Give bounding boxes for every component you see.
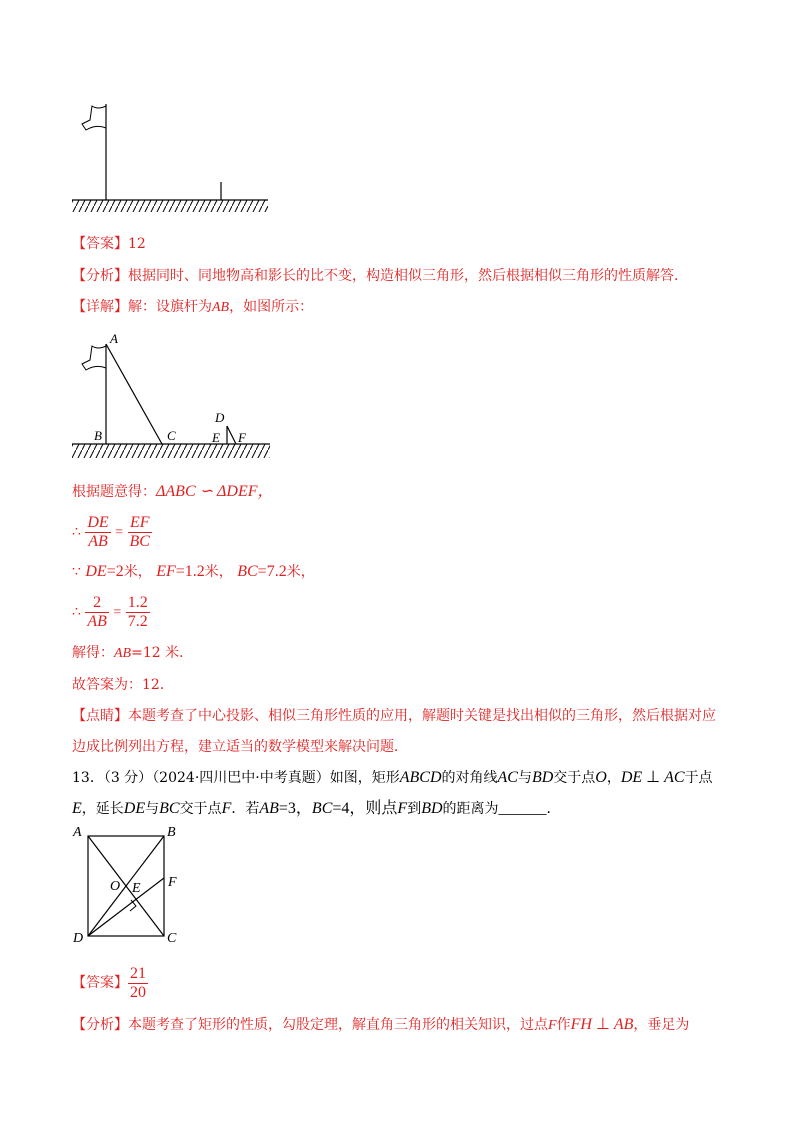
q13-line-2 bbox=[72, 799, 561, 819]
because-symbol: ∵ bbox=[72, 564, 81, 580]
frac2-num-1: 2 bbox=[85, 594, 109, 613]
q13-text-2b: 与 bbox=[145, 801, 160, 817]
q13-text-b: 的对角线 bbox=[441, 770, 498, 786]
ratio-line-1 bbox=[72, 512, 152, 553]
figure-flagpole-scene bbox=[70, 98, 270, 218]
frac-den-bc: BC bbox=[129, 532, 150, 550]
frac-num-ef: EF bbox=[128, 514, 152, 533]
given-de: DE bbox=[85, 563, 107, 580]
label-e: E bbox=[212, 430, 220, 445]
ground-hatch-2 bbox=[72, 444, 270, 458]
final-answer-line: 故答案为：12． bbox=[72, 677, 174, 693]
q13-text-f: 于点 bbox=[684, 770, 713, 786]
q13-e: E bbox=[72, 800, 82, 817]
fraction-2-ab bbox=[85, 594, 109, 631]
analysis-tag: 【分析】 bbox=[72, 268, 128, 284]
step1-line bbox=[72, 482, 274, 502]
frac-den-ab: AB bbox=[88, 532, 108, 550]
q13-text-2a: ，延长 bbox=[81, 801, 124, 817]
analysis-line bbox=[72, 266, 688, 286]
sep-2: ， bbox=[218, 564, 233, 580]
q13-ab: AB bbox=[259, 800, 279, 817]
q13-perp: ⊥ bbox=[642, 769, 665, 786]
q13-answer-blank: ______ bbox=[498, 800, 547, 817]
q13-de-2: DE bbox=[123, 800, 146, 817]
solve-val: =12 米． bbox=[131, 645, 194, 661]
solve-var: AB bbox=[114, 646, 132, 661]
detail-tag: 【详解】 bbox=[72, 299, 128, 315]
fraction-ef-bc bbox=[128, 514, 152, 551]
ground-hatch bbox=[72, 200, 268, 212]
label-e: E bbox=[132, 881, 141, 896]
given-de-val: =2 bbox=[106, 563, 124, 580]
shadow-ray-ac bbox=[106, 344, 162, 444]
q13-bd: BD bbox=[531, 769, 554, 786]
q13-answer-fraction bbox=[128, 965, 148, 1002]
therefore-symbol-2: ∴ bbox=[72, 604, 81, 620]
q13-text-2d: ．若 bbox=[231, 801, 260, 817]
solve-prefix: 解得： bbox=[72, 645, 114, 661]
q13-text-2f: 的距离为 bbox=[442, 801, 499, 817]
q13-answer-den: 20 bbox=[130, 983, 146, 1001]
q13-f-2: F bbox=[397, 800, 408, 817]
unit-1: 米 bbox=[123, 564, 138, 580]
flag bbox=[82, 106, 106, 130]
fraction-12-72 bbox=[126, 594, 150, 631]
shadow-ray-df bbox=[227, 426, 236, 444]
given-bc: BC bbox=[237, 563, 258, 580]
q13-bc-val: =4，则点 bbox=[332, 800, 398, 817]
q13-ac: AC bbox=[497, 769, 518, 786]
fraction-de-ab bbox=[85, 514, 110, 551]
q13-score: （3 分） bbox=[103, 770, 153, 786]
q13-analysis-perp: ⊥ bbox=[591, 1016, 614, 1033]
q13-f: F bbox=[221, 800, 232, 817]
q13-text-a: 如图，矩形 bbox=[329, 770, 400, 786]
given-ef-val: =1.2 bbox=[175, 563, 205, 580]
frac2-den-2: 7.2 bbox=[127, 612, 148, 630]
comment-tag: 【点睛】 bbox=[72, 708, 128, 724]
figure-similar-triangles bbox=[70, 330, 274, 466]
step1-expr: ΔABC ∽ ΔDEF， bbox=[156, 483, 274, 500]
frac2-den-ab: AB bbox=[87, 612, 107, 630]
label-a: A bbox=[73, 825, 82, 840]
sep-1: ， bbox=[137, 564, 152, 580]
q13-ab-val: =3， bbox=[278, 800, 312, 817]
q13-number: 13． bbox=[72, 770, 104, 786]
q13-bd-2: BD bbox=[421, 800, 443, 817]
unit-2: 米 bbox=[204, 564, 219, 580]
label-b: B bbox=[94, 428, 102, 443]
given-ef: EF bbox=[156, 563, 176, 580]
comment-text-1: 本题考查了中心投影、相似三角形性质的应用，解题时关键是找出相似的三角形，然后根据对应 bbox=[128, 708, 716, 724]
label-f: F bbox=[238, 430, 246, 445]
q13-analysis-text-1: 本题考查了矩形的性质，勾股定理，解直角三角形的相关知识，过点 bbox=[128, 1017, 548, 1033]
q13-analysis-text-3: ，垂足为 bbox=[633, 1017, 690, 1033]
solve-line bbox=[72, 643, 193, 664]
equals-sign: = bbox=[115, 525, 124, 540]
detail-text-2: ，如图所示： bbox=[229, 299, 314, 315]
label-d: D bbox=[215, 410, 225, 425]
q13-text-d: 交于点 bbox=[553, 770, 596, 786]
q13-line-1 bbox=[72, 768, 713, 788]
label-b: B bbox=[167, 825, 176, 840]
right-angle-mark bbox=[130, 900, 136, 911]
ratio-line-2 bbox=[72, 592, 150, 633]
q13-bc: BC bbox=[159, 800, 180, 817]
flag-2 bbox=[82, 346, 106, 370]
q13-source: （2024·四川巴中·中考真题） bbox=[152, 770, 330, 786]
label-f: F bbox=[168, 875, 177, 890]
q13-text-c: 与 bbox=[517, 770, 532, 786]
q13-analysis-ab: AB bbox=[613, 1016, 634, 1033]
q13-ac-2: AC bbox=[664, 769, 685, 786]
sep-3: ， bbox=[300, 564, 315, 580]
answer-tag: 【答案】 bbox=[72, 236, 128, 252]
q13-answer-line bbox=[72, 963, 148, 1003]
q13-analysis-fh: FH bbox=[570, 1016, 592, 1033]
q13-text-e: ， bbox=[606, 770, 621, 786]
q13-de: DE bbox=[620, 769, 643, 786]
detail-line bbox=[72, 297, 313, 318]
therefore-symbol: ∴ bbox=[72, 524, 81, 540]
q13-answer-num: 21 bbox=[130, 964, 146, 982]
equals-sign-2: = bbox=[113, 605, 122, 620]
label-c: C bbox=[167, 931, 177, 946]
label-o: O bbox=[110, 879, 121, 894]
given-bc-val: =7.2 bbox=[257, 563, 287, 580]
detail-var: AB bbox=[212, 300, 230, 315]
frac2-num-2: 1.2 bbox=[127, 593, 148, 611]
comment-line-1 bbox=[72, 706, 716, 726]
q13-analysis-text-2: 作 bbox=[556, 1017, 571, 1033]
q13-analysis-line bbox=[72, 1015, 689, 1036]
frac-num-de: DE bbox=[87, 513, 109, 531]
q13-bc-2: BC bbox=[311, 800, 333, 817]
label-a: A bbox=[110, 331, 118, 346]
label-c: C bbox=[167, 428, 176, 443]
analysis-text: 根据同时、同地物高和影长的比不变，构造相似三角形，然后根据相似三角形的性质解答． bbox=[128, 268, 688, 284]
step1-prefix: 根据题意得： bbox=[72, 484, 156, 500]
answer-line bbox=[72, 234, 146, 254]
q13-o: O bbox=[595, 769, 607, 786]
comment-line-2: 边成比例列出方程，建立适当的数学模型来解决问题． bbox=[72, 739, 408, 755]
unit-3: 米 bbox=[286, 564, 301, 580]
q13-text-2e: 到 bbox=[407, 801, 422, 817]
figure-rectangle-abcd bbox=[70, 822, 190, 950]
answer-value: 12 bbox=[128, 236, 146, 252]
label-d: D bbox=[73, 931, 84, 946]
q13-abcd: ABCD bbox=[399, 769, 442, 786]
q13-analysis-f: F bbox=[548, 1018, 557, 1033]
given-line bbox=[72, 562, 315, 582]
q13-analysis-tag: 【分析】 bbox=[72, 1017, 128, 1033]
q13-end: ． bbox=[546, 801, 561, 817]
q13-text-2c: 交于点 bbox=[179, 801, 222, 817]
detail-text-1: 解：设旗杆为 bbox=[128, 299, 212, 315]
q13-answer-tag: 【答案】 bbox=[72, 975, 128, 991]
